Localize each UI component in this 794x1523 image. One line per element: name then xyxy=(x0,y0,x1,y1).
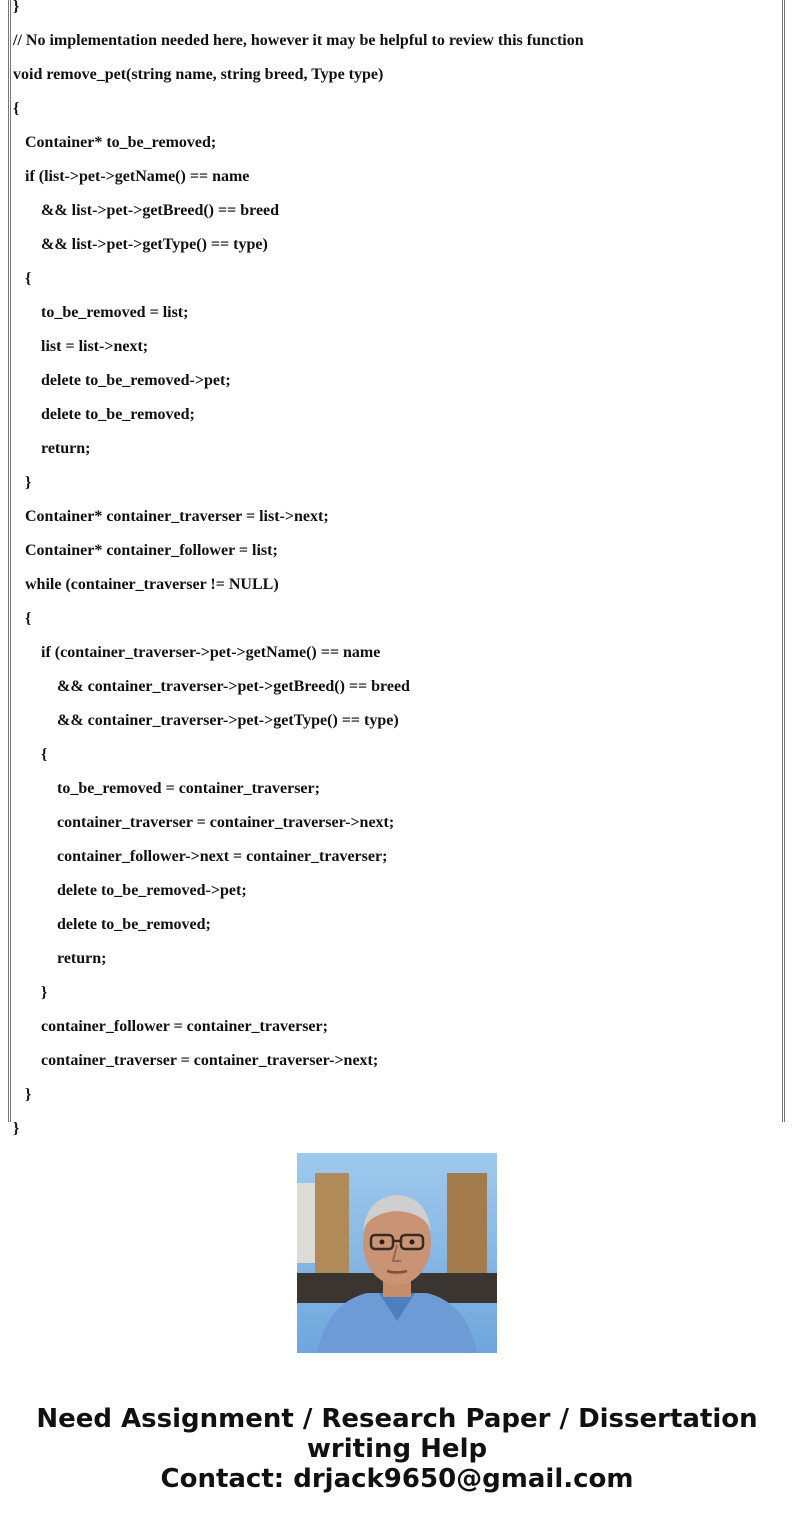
footer-contact-line: Contact: drjack9650@gmail.com xyxy=(160,1464,634,1494)
code-line: delete to_be_removed->pet; xyxy=(13,372,231,389)
code-line: Container* to_be_removed; xyxy=(13,134,217,151)
code-line: container_traverser = container_traverser->next; xyxy=(13,814,395,831)
code-line: if (list->pet->getName() == name xyxy=(13,168,250,185)
code-block xyxy=(13,0,782,1146)
code-line: Container* container_traverser = list->next; xyxy=(13,508,329,525)
code-line: container_follower->next = container_traverser; xyxy=(13,848,388,865)
code-line: && list->pet->getBreed() == breed xyxy=(13,202,280,219)
code-line: { xyxy=(13,610,32,627)
code-line: } xyxy=(13,474,32,491)
code-line: { xyxy=(13,100,20,117)
code-line: delete to_be_removed->pet; xyxy=(13,882,247,899)
author-avatar xyxy=(297,1153,497,1353)
code-frame xyxy=(8,0,785,1137)
code-line: list = list->next; xyxy=(13,338,149,355)
code-line: container_traverser = container_traverser->next; xyxy=(13,1052,379,1069)
code-line: delete to_be_removed; xyxy=(13,916,211,933)
code-line: Container* container_follower = list; xyxy=(13,542,278,559)
code-line: } xyxy=(13,1086,32,1103)
code-line: if (container_traverser->pet->getName() == name xyxy=(13,644,381,661)
code-line: { xyxy=(13,270,32,287)
code-line: delete to_be_removed; xyxy=(13,406,195,423)
footer-help-line-2: writing Help xyxy=(306,1434,488,1464)
code-line: container_follower = container_traverser; xyxy=(13,1018,328,1035)
code-line: } xyxy=(13,1120,20,1137)
code-line: // No implementation needed here, however it may be helpful to review this function xyxy=(13,32,584,49)
code-line: && list->pet->getType() == type) xyxy=(13,236,268,253)
code-line: } xyxy=(13,0,20,15)
footer-help-line: Need Assignment / Research Paper / Dissertation xyxy=(36,1404,758,1434)
code-line: && container_traverser->pet->getBreed() == breed xyxy=(13,678,410,695)
code-line: to_be_removed = container_traverser; xyxy=(13,780,320,797)
code-line: to_be_removed = list; xyxy=(13,304,189,321)
code-line: return; xyxy=(13,440,91,457)
person-photo-icon xyxy=(297,1153,497,1353)
code-line: { xyxy=(13,746,48,763)
code-line: return; xyxy=(13,950,107,967)
code-line: void remove_pet(string name, string breed, Type type) xyxy=(13,66,384,83)
code-line: && container_traverser->pet->getType() == type) xyxy=(13,712,399,729)
code-line: while (container_traverser != NULL) xyxy=(13,576,279,593)
code-line: } xyxy=(13,984,48,1001)
